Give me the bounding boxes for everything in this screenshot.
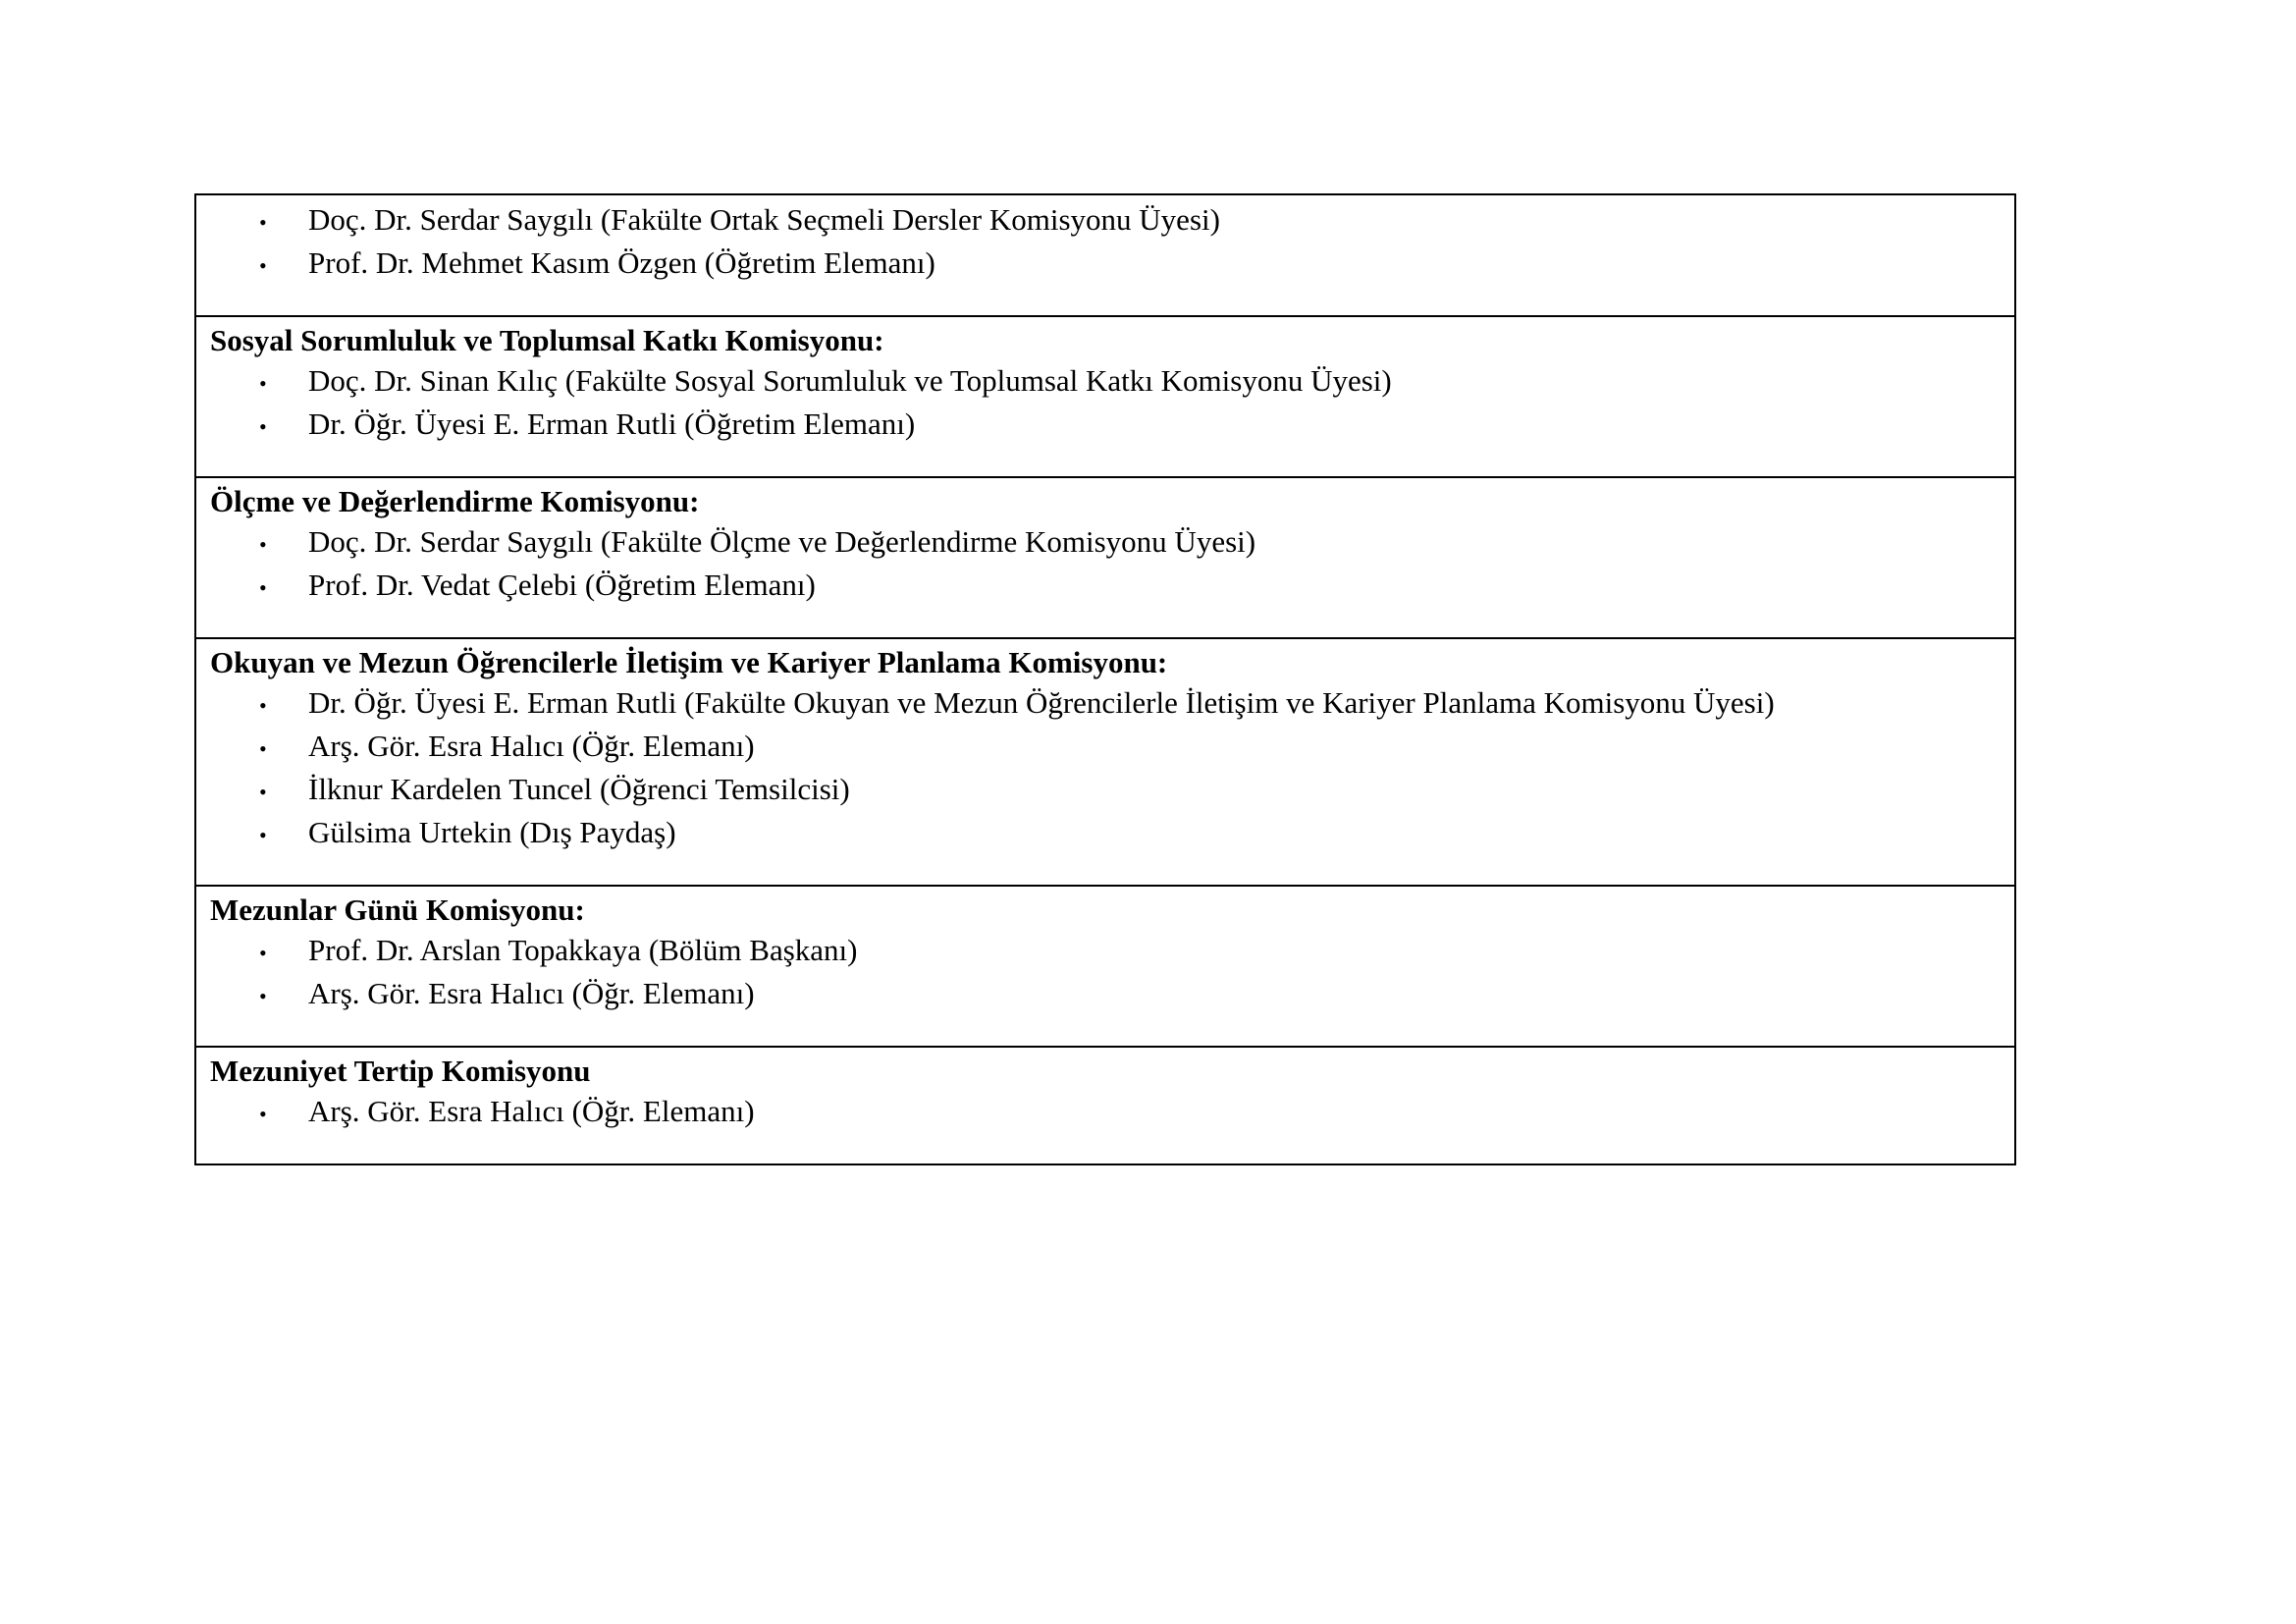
list-item [210,726,2001,769]
section-cell [195,638,2015,886]
member-name: Prof. Dr. Vedat Çelebi (Öğretim Elemanı) [308,568,816,602]
bullet-icon: • [259,210,267,235]
member-list [210,521,2001,608]
list-item [210,812,2001,855]
committee-table [194,193,2016,1165]
member-name: Dr. Öğr. Üyesi E. Erman Rutli (Öğretim Elemanı) [308,406,916,441]
section-title: Ölçme ve Değerlendirme Komisyonu: [210,484,700,518]
section-title: Mezuniyet Tertip Komisyonu [210,1054,591,1088]
section-cell [195,1047,2015,1164]
table-row [195,477,2015,638]
bullet-icon: • [259,1102,267,1126]
list-item [210,404,2001,447]
member-name: Gülsima Urtekin (Dış Paydaş) [308,815,676,849]
table-row [195,886,2015,1047]
bullet-icon: • [259,693,267,718]
section-cell [195,194,2015,316]
member-name: Arş. Gör. Esra Halıcı (Öğr. Elemanı) [308,729,755,763]
list-item [210,682,2001,726]
bullet-icon: • [259,780,267,804]
member-name: Prof. Dr. Arslan Topakkaya (Bölüm Başkanı) [308,933,858,967]
member-name: Arş. Gör. Esra Halıcı (Öğr. Elemanı) [308,976,755,1010]
list-item [210,521,2001,565]
member-list [210,199,2001,286]
bullet-icon: • [259,532,267,557]
list-item [210,1091,2001,1134]
member-list [210,360,2001,447]
member-name: İlknur Kardelen Tuncel (Öğrenci Temsilcisi) [308,772,850,806]
member-name: Prof. Dr. Mehmet Kasım Özgen (Öğretim Elemanı) [308,245,935,280]
member-list [210,682,2001,855]
member-name: Arş. Gör. Esra Halıcı (Öğr. Elemanı) [308,1094,755,1128]
list-item [210,769,2001,812]
member-list [210,1091,2001,1134]
bullet-icon: • [259,253,267,278]
bullet-icon: • [259,941,267,965]
bullet-icon: • [259,823,267,847]
table-row [195,316,2015,477]
bullet-icon: • [259,371,267,396]
list-item [210,199,2001,243]
section-cell [195,316,2015,477]
table-row [195,194,2015,316]
member-list [210,930,2001,1016]
member-name: Doç. Dr. Serdar Saygılı (Fakülte Ölçme ve Değerlendirme Komisyonu Üyesi) [308,524,1256,559]
bullet-icon: • [259,414,267,439]
member-name: Doç. Dr. Serdar Saygılı (Fakülte Ortak Seçmeli Dersler Komisyonu Üyesi) [308,202,1220,237]
section-title: Sosyal Sorumluluk ve Toplumsal Katkı Komisyonu: [210,323,884,357]
list-item [210,243,2001,286]
list-item [210,565,2001,608]
member-name: Dr. Öğr. Üyesi E. Erman Rutli (Fakülte Okuyan ve Mezun Öğrencilerle İletişim ve Kariyer Planlama Komisyonu Üyesi) [308,685,1775,720]
section-title: Okuyan ve Mezun Öğrencilerle İletişim ve Kariyer Planlama Komisyonu: [210,645,1168,679]
section-title: Mezunlar Günü Komisyonu: [210,893,585,927]
table-row [195,638,2015,886]
bullet-icon: • [259,575,267,600]
list-item [210,360,2001,404]
list-item [210,930,2001,973]
list-item [210,973,2001,1016]
bullet-icon: • [259,736,267,761]
table-row [195,1047,2015,1164]
bullet-icon: • [259,984,267,1008]
member-name: Doç. Dr. Sinan Kılıç (Fakülte Sosyal Sorumluluk ve Toplumsal Katkı Komisyonu Üyesi) [308,363,1392,398]
section-cell [195,886,2015,1047]
section-cell [195,477,2015,638]
